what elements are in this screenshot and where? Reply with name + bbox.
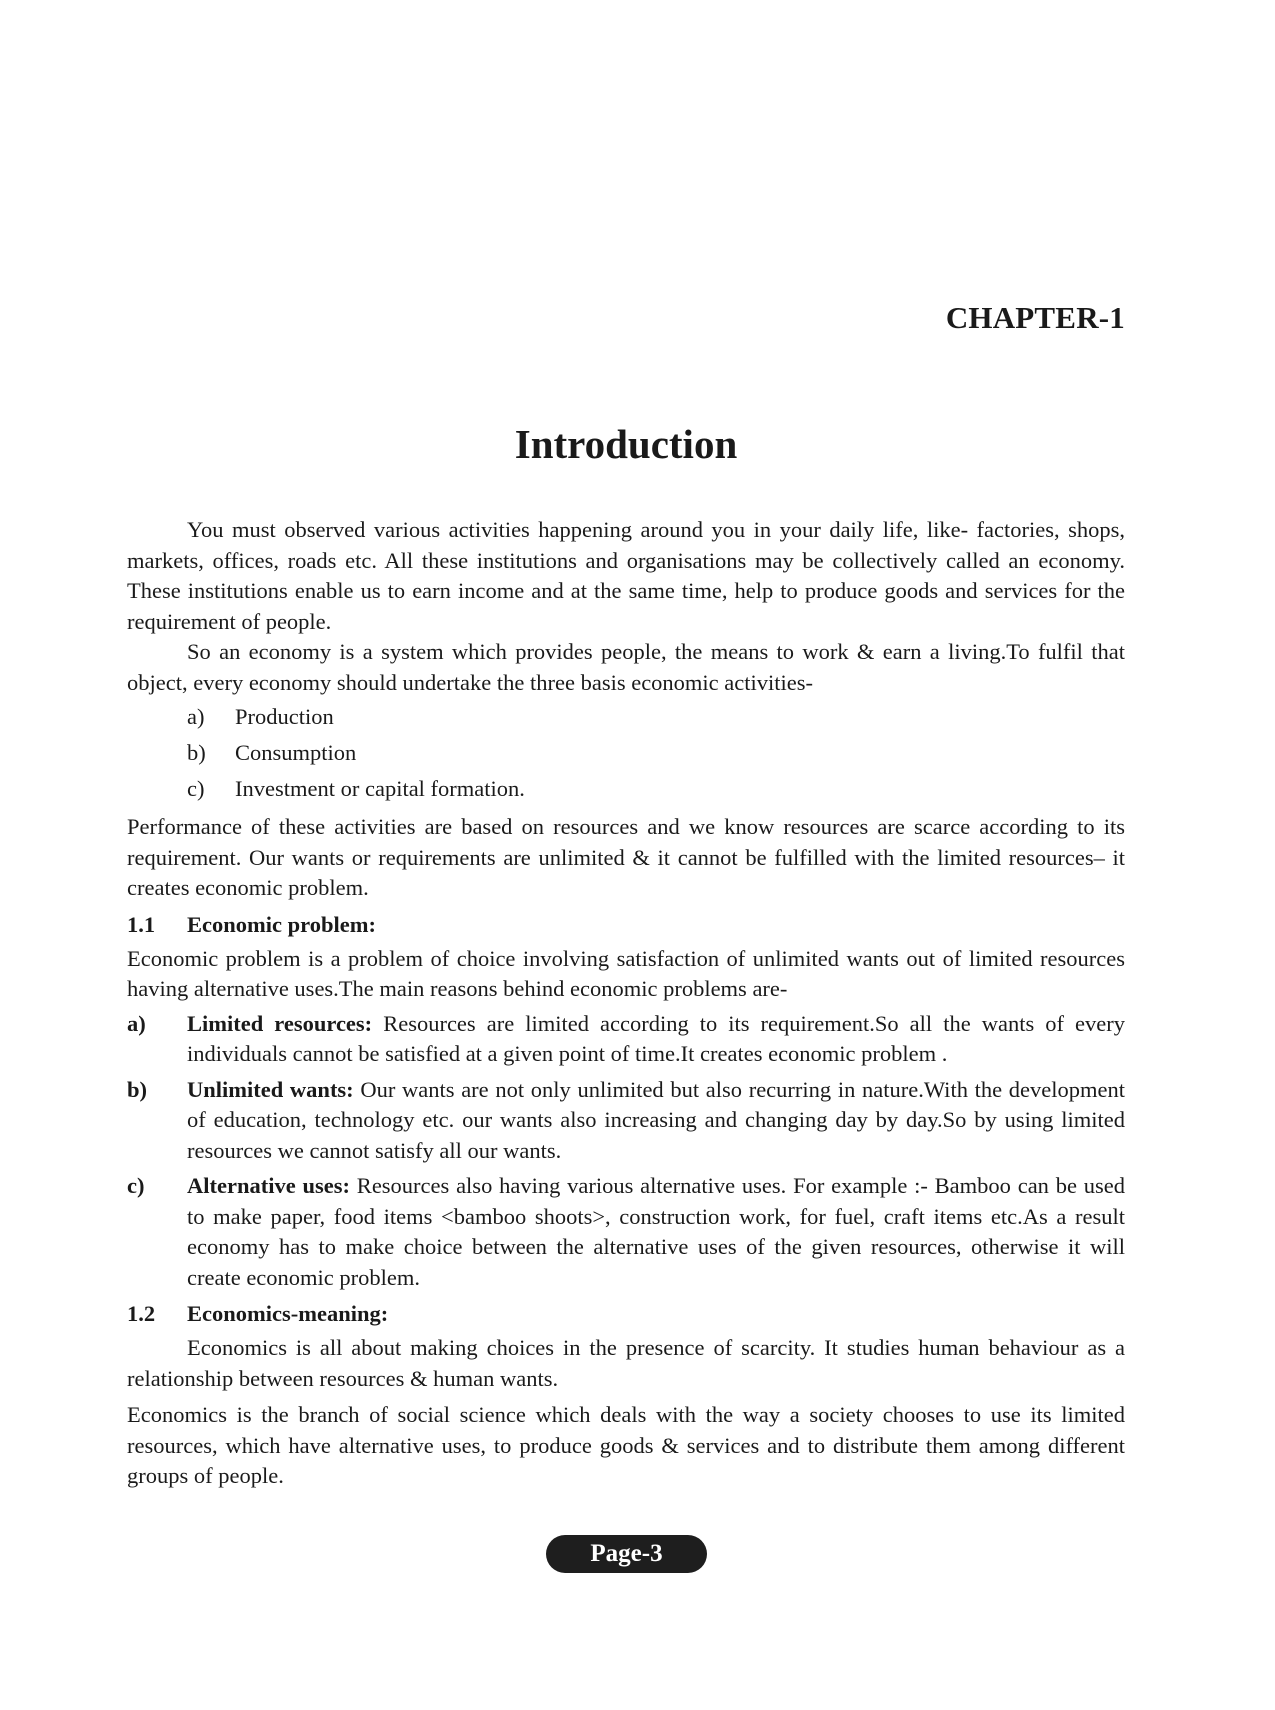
reason-body: [187, 1075, 1125, 1167]
reason-term: Alternative uses:: [187, 1173, 351, 1198]
economics-meaning-paragraph-2: Economics is the branch of social science which deals with the way a society chooses to use its limited resources, which have alternative uses, to produce goods & services and to distribute them among different groups of people.: [127, 1402, 1125, 1488]
reason-marker: c): [127, 1173, 145, 1198]
economic-problem-paragraph: Economic problem is a problem of choice involving satisfaction of unlimited wants out of limited resources having alternative uses.The main reasons behind economic problems are-: [127, 945, 1125, 1001]
list-item: [127, 702, 1125, 738]
list-marker: a): [187, 704, 205, 729]
list-item: [127, 738, 1125, 774]
list-marker: b): [187, 740, 206, 765]
section-title: Economic problem:: [187, 911, 376, 937]
intro-paragraph-2: So an economy is a system which provides people, the means to work & earn a living.To fulfil that object, every economy should undertake the three basis economic activities-: [127, 639, 1125, 695]
section-heading-1-1: [127, 910, 1125, 944]
reason-body: [187, 1009, 1125, 1070]
page-number-badge: Page-3: [546, 1535, 707, 1573]
reason-term: Unlimited wants:: [187, 1076, 354, 1102]
reason-text: Resources are limited according to its requirement.So all the wants of every individuals cannot be satisfied at a given point of time.It creates economic problem .: [187, 1010, 1125, 1066]
list-item-text: Investment or capital formation.: [235, 776, 525, 801]
reason-term: Limited resources:: [187, 1010, 373, 1036]
page-title: Introduction: [514, 421, 738, 467]
reason-marker: a): [127, 1010, 146, 1036]
reason-body: [187, 1171, 1125, 1293]
reason-text: Our wants are not only unlimited but also recurring in nature.With the development of education, technology etc. our wants also increasing and changing day by day.So by using limited resources we cannot satisfy all our wants.: [187, 1076, 1125, 1163]
list-marker: c): [187, 776, 205, 801]
reason-item: [127, 1009, 1125, 1070]
activities-list: [127, 702, 1125, 810]
reasons-list: [127, 1009, 1125, 1294]
chapter-label: CHAPTER-1: [945, 300, 1125, 335]
list-item: [127, 774, 1125, 810]
section-title: Economics-meaning:: [187, 1301, 389, 1326]
list-item-text: Production: [235, 704, 334, 729]
reason-item: [127, 1171, 1125, 1293]
document-page: [127, 0, 1125, 1710]
body-content: [127, 515, 1125, 1492]
reason-item: [127, 1075, 1125, 1167]
section-number: 1.2: [127, 1301, 156, 1326]
economics-meaning-paragraph-1: Economics is all about making choices in the presence of scarcity. It studies human behaviour as a relationship between resources & human wants.: [127, 1335, 1125, 1391]
reason-marker: b): [127, 1076, 148, 1102]
performance-paragraph: Performance of these activities are based on resources and we know resources are scarce according to its requirement. Our wants or requirements are unlimited & it cannot be fulfilled with the limited resources– it creates economic problem.: [127, 814, 1125, 900]
list-item-text: Consumption: [235, 740, 357, 765]
section-number: 1.1: [127, 911, 156, 937]
reason-text: Resources also having various alternative uses. For example :- Bamboo can be used to make paper, food items <bamboo shoots>, construction work, for fuel, craft items etc.As a result economy has to make choice between the alternative uses of the given resources, otherwise it will create economic problem.: [187, 1173, 1125, 1290]
intro-paragraph-1: You must observed various activities happening around you in your daily life, like- factories, shops, markets, offices, roads etc. All these institutions and organisations may be collectively called an economy. These institutions enable us to earn income and at the same time, help to produce goods and services for the requirement of people.: [127, 517, 1125, 634]
section-heading-1-2: [127, 1299, 1125, 1333]
